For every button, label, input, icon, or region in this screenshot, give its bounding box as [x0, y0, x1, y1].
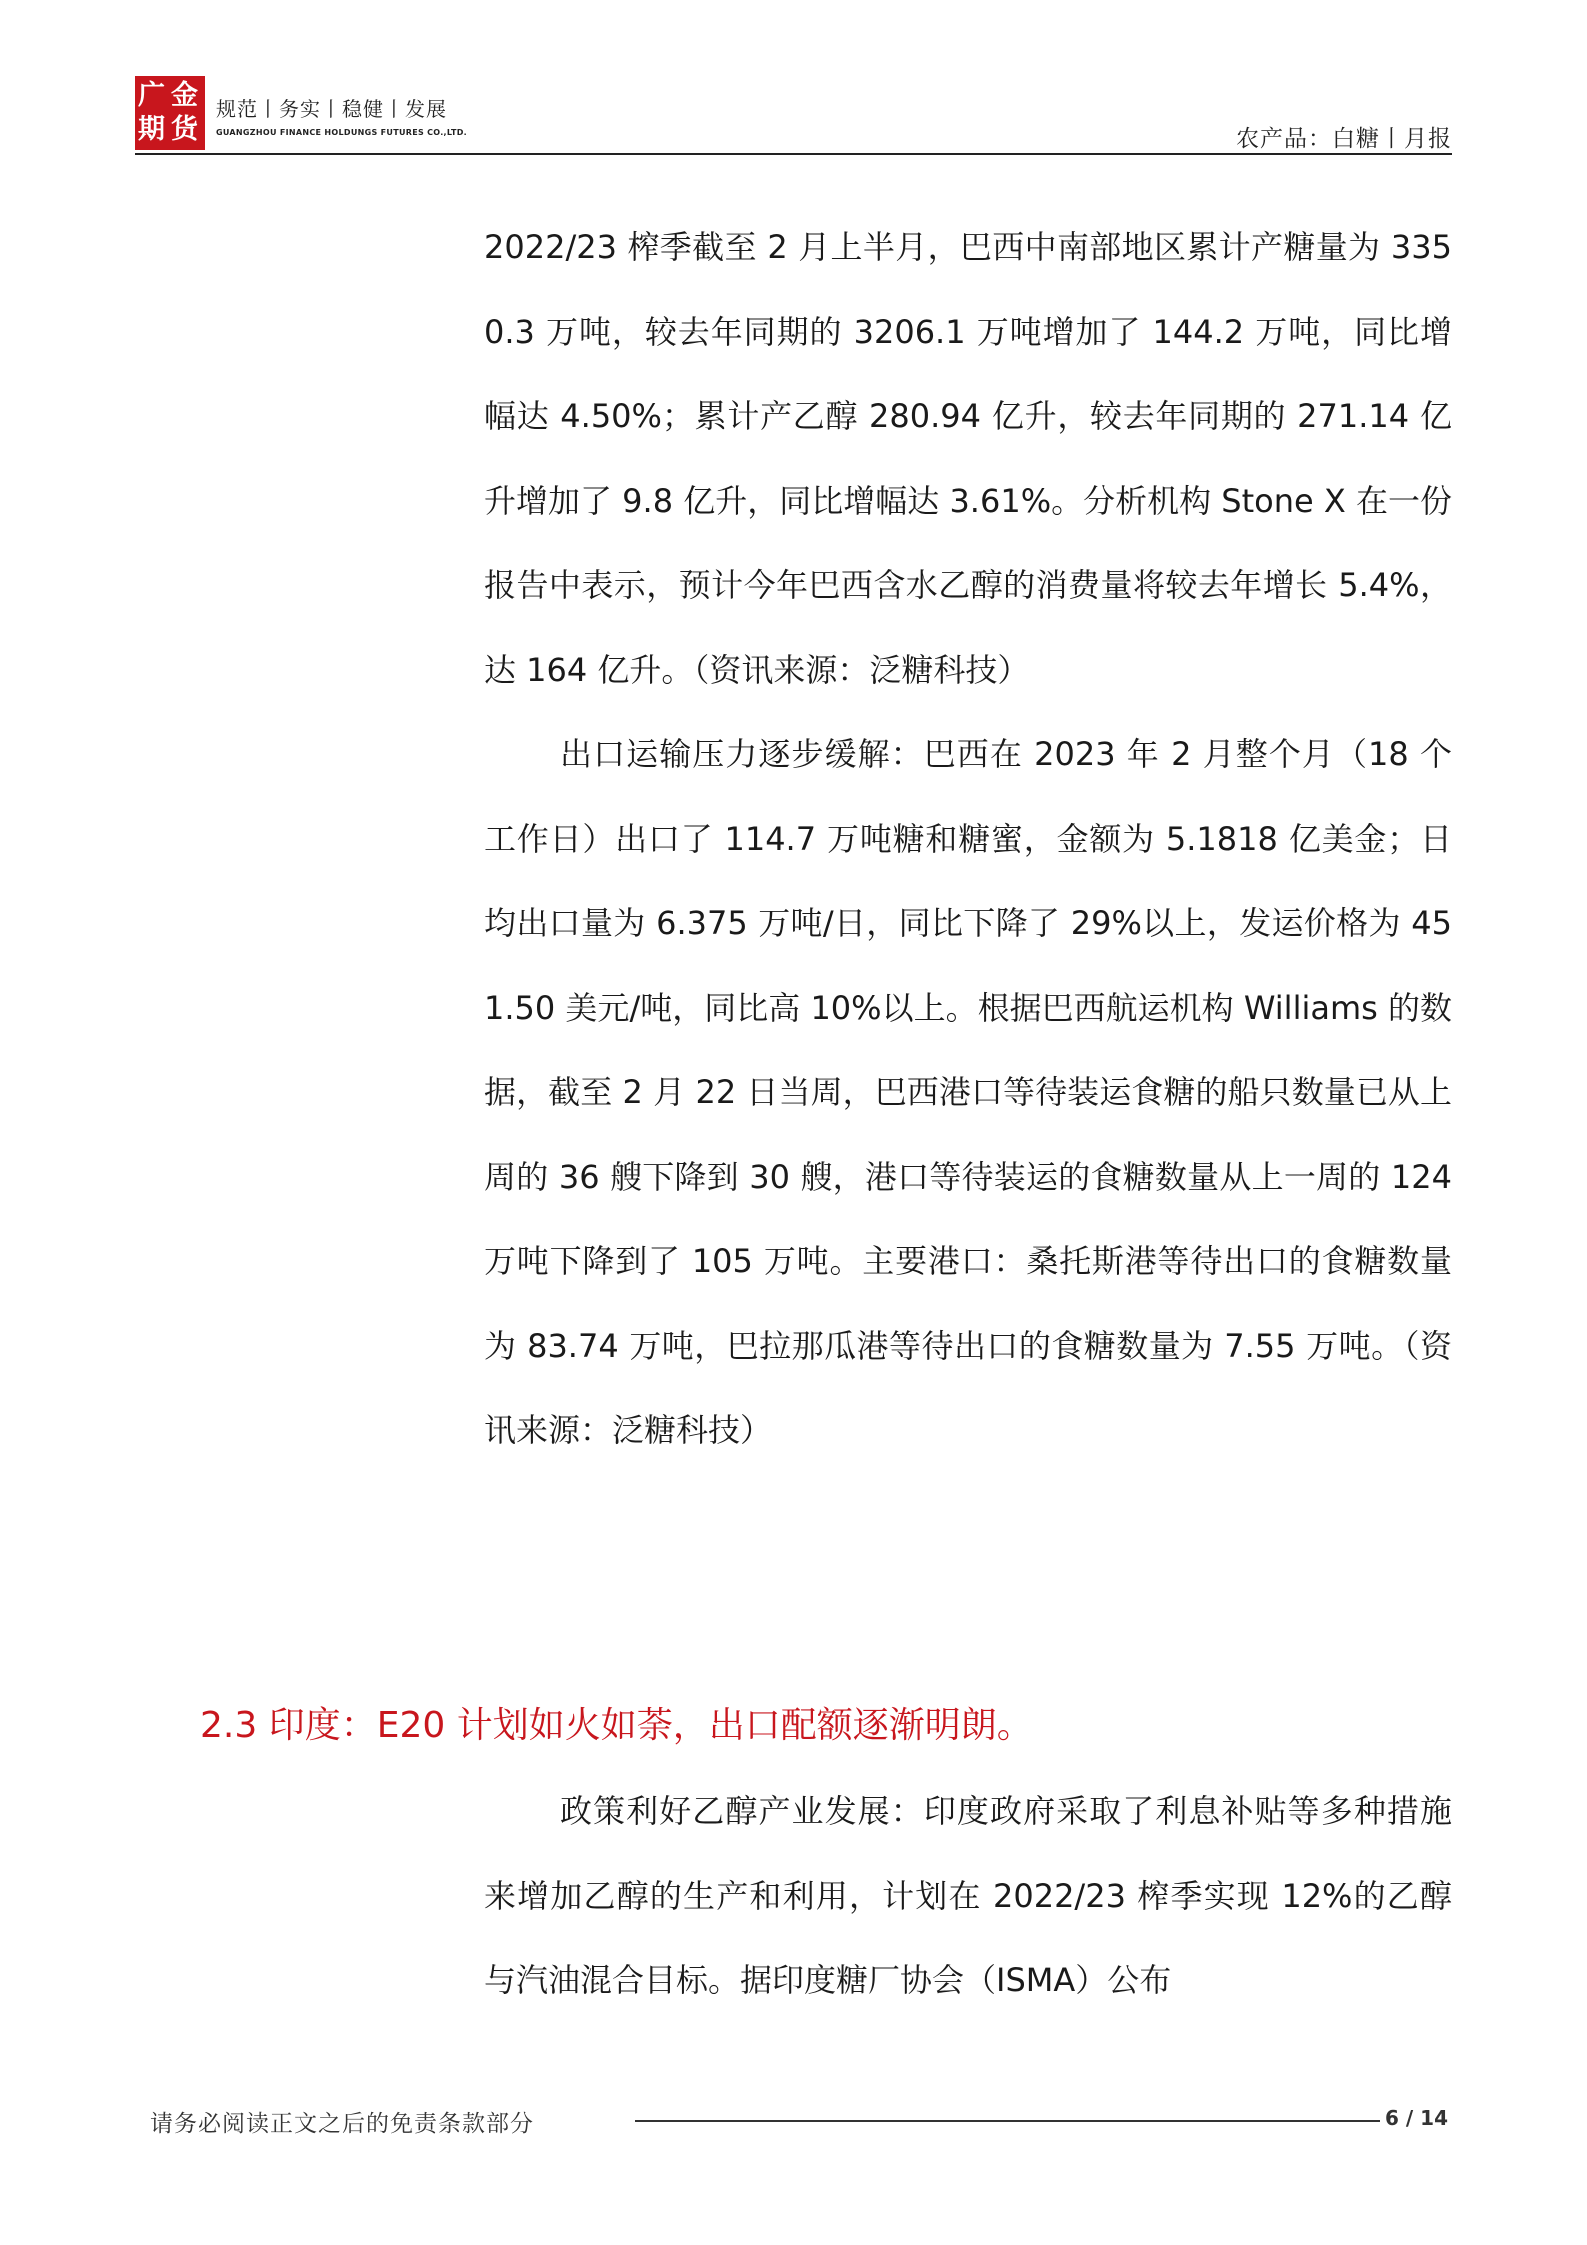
company-english-name: GUANGZHOU FINANCE HOLDUNGS FUTURES CO.,LTD. — [216, 128, 468, 137]
logo-char: 广 — [138, 80, 165, 111]
logo-char: 期 — [138, 114, 165, 145]
report-type-label: 农产品：白糖丨月报 — [1236, 126, 1452, 152]
section-content — [484, 1769, 1452, 2023]
page-number: 6 / 14 — [1385, 2106, 1448, 2130]
main-content — [484, 205, 1452, 1473]
logo-char: 货 — [171, 114, 198, 145]
paragraph-india-policy: 政策利好乙醇产业发展：印度政府采取了利息补贴等多种措施来增加乙醇的生产和利用，计划在 2022/23 榨季实现 12%的乙醇与汽油混合目标。据印度糖厂协会（ISMA）公布 — [484, 1792, 1452, 1999]
paragraph-brazil-production: 2022/23 榨季截至 2 月上半月，巴西中南部地区累计产糖量为 3350.3 万吨，较去年同期的 3206.1 万吨增加了 144.2 万吨，同比增幅达 4.50%；累计产乙醇 280.94 亿升，较去年同期的 271.14 亿升增加了 9.8 亿升，同比增幅达 3.61%。分析机构 Stone X 在一份报告中表示，预计今年巴西含水乙醇的消费量将较去年增长 5.4%，达 164 亿升。（资讯来源：泛糖科技） — [484, 228, 1452, 689]
company-logo — [135, 76, 205, 150]
paragraph-brazil-export: 出口运输压力逐步缓解：巴西在 2023 年 2 月整个月（18 个工作日）出口了 114.7 万吨糖和糖蜜，金额为 5.1818 亿美金；日均出口量为 6.375 万吨/日，同比下降了 29%以上，发运价格为 451.50 美元/吨，同比高 10%以上。根据巴西航运机构 Williams 的数据，截至 2 月 22 日当周，巴西港口等待装运食糖的船只数量已从上周的 36 艘下降到 30 艘，港口等待装运的食糖数量从上一周的 124 万吨下降到了 105 万吨。主要港口：桑托斯港等待出口的食糖数量为 83.74 万吨，巴拉那瓜港等待出口的食糖数量为 7.55 万吨。（资讯来源：泛糖科技） — [484, 735, 1452, 1449]
footer-disclaimer: 请务必阅读正文之后的免责条款部分 — [150, 2111, 534, 2137]
header-divider — [135, 153, 1452, 155]
logo-char: 金 — [171, 80, 198, 111]
footer-divider — [635, 2120, 1380, 2122]
section-heading: 2.3 印度：E20 计划如火如荼，出口配额逐渐明朗。 — [200, 1705, 1033, 1746]
company-slogan: 规范丨务实丨稳健丨发展 — [216, 97, 447, 121]
